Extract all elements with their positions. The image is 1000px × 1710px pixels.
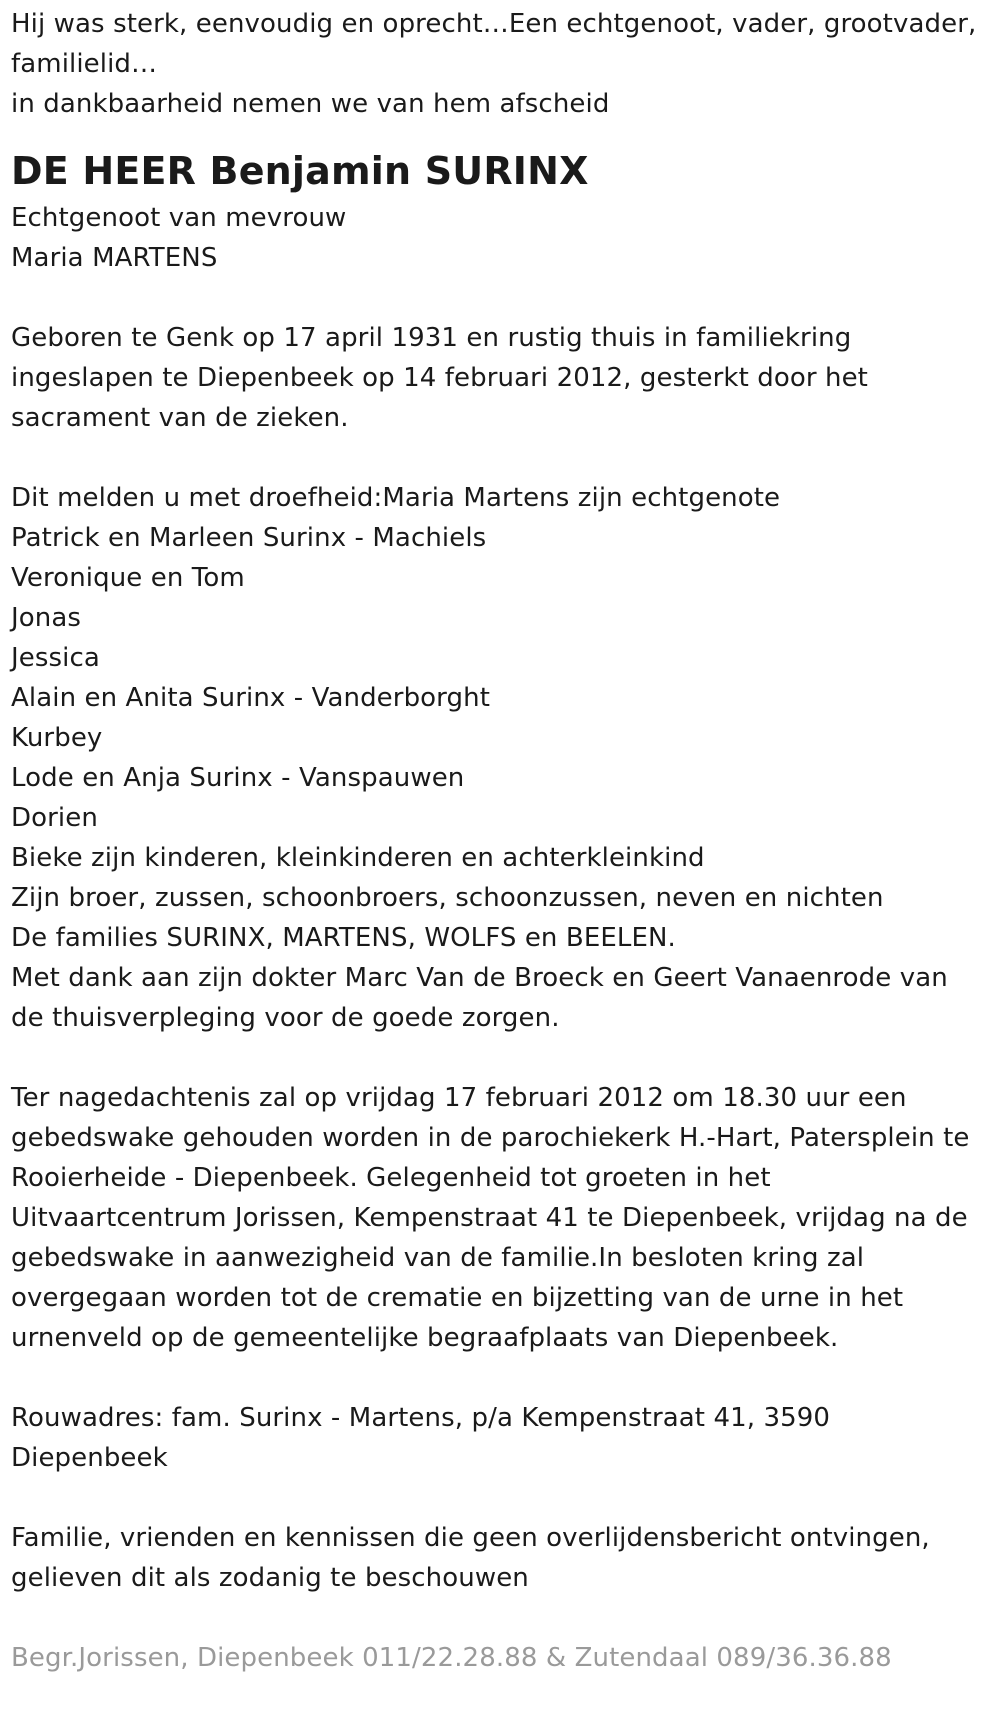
intro-text [11, 4, 991, 124]
family-line: De families SURINX, MARTENS, WOLFS en BEELEN. [11, 923, 676, 953]
spouse-line: Echtgenoot van mevrouw [11, 203, 347, 233]
birth-death-line: sacrament van de zieken. [11, 403, 349, 433]
deceased-name-title: DE HEER Benjamin SURINX [11, 149, 589, 193]
address-line: Diepenbeek [11, 1443, 168, 1473]
notice-paragraph [11, 1518, 991, 1598]
intro-line: familielid… [11, 49, 158, 79]
family-line: Lode en Anja Surinx - Vanspauwen [11, 763, 465, 793]
paragraph-spacer [11, 1038, 991, 1078]
family-line: Dorien [11, 803, 98, 833]
birth-death-line: Geboren te Genk op 17 april 1931 en rustig thuis in familiekring [11, 323, 852, 353]
family-list [11, 478, 991, 1038]
family-line: Kurbey [11, 723, 103, 753]
family-line: Bieke zijn kinderen, kleinkinderen en achterkleinkind [11, 843, 705, 873]
birth-death-paragraph [11, 318, 991, 438]
family-line: Dit melden u met droefheid:Maria Martens zijn echtgenote [11, 483, 781, 513]
paragraph-spacer [11, 1598, 991, 1638]
spouse-line: Maria MARTENS [11, 243, 218, 273]
family-line: Zijn broer, zussen, schoonbroers, schoonzussen, neven en nichten [11, 883, 884, 913]
family-line: Met dank aan zijn dokter Marc Van de Broeck en Geert Vanaenrode van [11, 963, 948, 993]
service-line: gebedswake in aanwezigheid van de familie.In besloten kring zal [11, 1243, 865, 1273]
birth-death-line: ingeslapen te Diepenbeek op 14 februari 2012, gesterkt door het [11, 363, 868, 393]
family-line: Jonas [11, 603, 82, 633]
family-line: Alain en Anita Surinx - Vanderborght [11, 683, 490, 713]
paragraph-spacer [11, 438, 991, 478]
notice-line: Familie, vrienden en kennissen die geen overlijdensbericht ontvingen, [11, 1523, 930, 1553]
service-paragraph [11, 1078, 991, 1358]
intro-line: Hij was sterk, eenvoudig en oprecht…Een echtgenoot, vader, grootvader, [11, 9, 977, 39]
notice-line: gelieven dit als zodanig te beschouwen [11, 1563, 529, 1593]
service-line: Rooierheide - Diepenbeek. Gelegenheid tot groeten in het [11, 1163, 771, 1193]
family-line: Patrick en Marleen Surinx - Machiels [11, 523, 487, 553]
family-line: Veronique en Tom [11, 563, 245, 593]
paragraph-spacer [11, 278, 991, 318]
mourning-address [11, 1398, 991, 1478]
address-line: Rouwadres: fam. Surinx - Martens, p/a Kempenstraat 41, 3590 [11, 1403, 831, 1433]
paragraph-spacer [11, 1358, 991, 1398]
family-line: de thuisverpleging voor de goede zorgen. [11, 1003, 560, 1033]
service-line: overgegaan worden tot de crematie en bijzetting van de urne in het [11, 1283, 904, 1313]
service-line: urnenveld op de gemeentelijke begraafplaats van Diepenbeek. [11, 1323, 839, 1353]
intro-line: in dankbaarheid nemen we van hem afscheid [11, 89, 610, 119]
funeral-home-footer: Begr.Jorissen, Diepenbeek 011/22.28.88 & Zutendaal 089/36.36.88 [11, 1643, 892, 1673]
family-line: Jessica [11, 643, 100, 673]
service-line: gebedswake gehouden worden in de parochiekerk H.-Hart, Patersplein te [11, 1123, 970, 1153]
spouse-text [11, 198, 991, 278]
service-line: Uitvaartcentrum Jorissen, Kempenstraat 41 te Diepenbeek, vrijdag na de [11, 1203, 968, 1233]
obituary-notice [11, 4, 991, 1678]
paragraph-spacer [11, 1478, 991, 1518]
service-line: Ter nagedachtenis zal op vrijdag 17 februari 2012 om 18.30 uur een [11, 1083, 907, 1113]
